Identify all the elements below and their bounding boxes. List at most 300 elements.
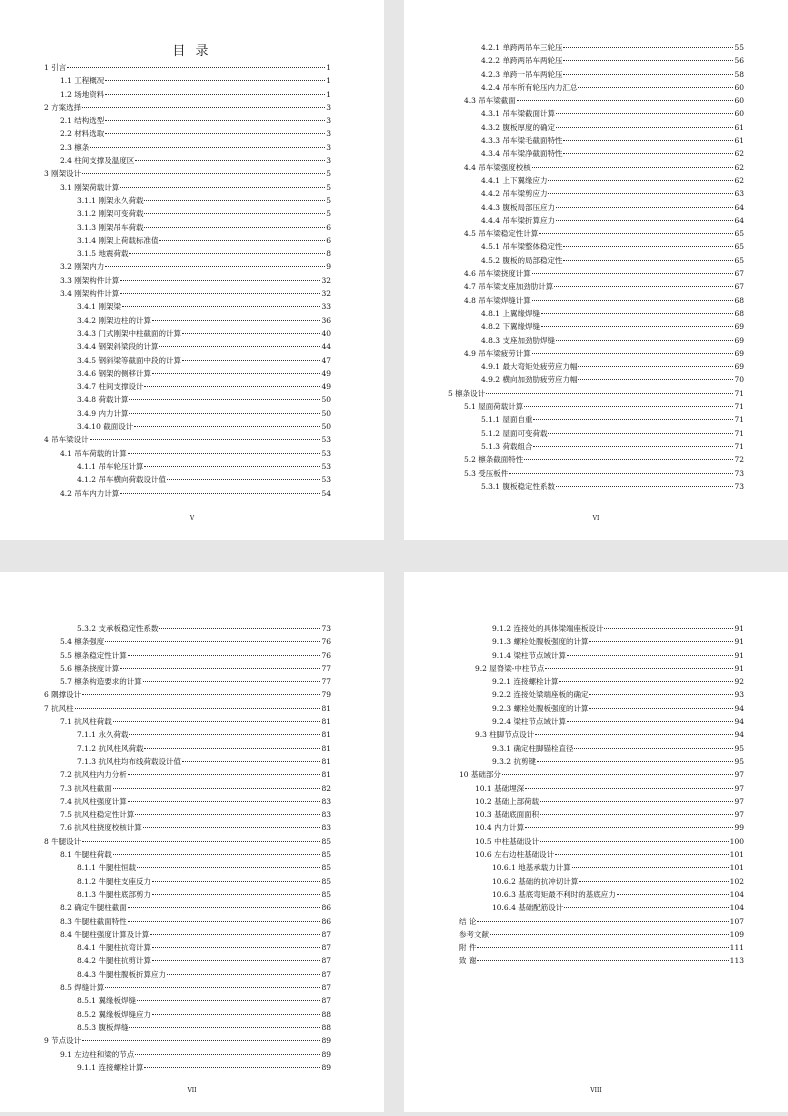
toc-entry[interactable]	[44, 447, 331, 460]
toc-entry[interactable]	[44, 835, 331, 848]
dot-leader	[589, 694, 733, 695]
toc-entry-page: 5	[326, 169, 331, 179]
toc-entry[interactable]	[459, 662, 744, 675]
toc-entry-title: 4.4.2 吊车梁剪应力	[481, 189, 548, 199]
toc-entry[interactable]	[459, 808, 744, 821]
toc-entry-title: 8 牛腿设计	[44, 836, 82, 846]
dot-leader	[159, 628, 320, 629]
toc-entry[interactable]	[44, 234, 331, 247]
toc-entry[interactable]	[44, 821, 331, 834]
toc-entry[interactable]	[448, 94, 744, 107]
toc-entry[interactable]	[448, 214, 744, 227]
toc-entry-title: 8.5.1 翼缘板焊缝	[77, 996, 136, 1006]
dot-leader	[556, 220, 733, 221]
toc-entry-page: 93	[734, 690, 744, 700]
toc-entry[interactable]	[44, 114, 331, 127]
toc-entry-page: 101	[729, 863, 744, 873]
toc-entry[interactable]	[44, 1061, 331, 1074]
toc-entry-page: 85	[321, 850, 331, 860]
toc-entry[interactable]	[44, 314, 331, 327]
toc-entry[interactable]	[44, 167, 331, 180]
toc-entry-page: 32	[321, 289, 331, 299]
toc-entry-page: 86	[321, 903, 331, 913]
dot-leader	[533, 419, 733, 420]
toc-entry[interactable]	[459, 928, 744, 941]
toc-entry[interactable]	[44, 968, 331, 981]
dot-leader	[477, 921, 728, 922]
toc-entry[interactable]	[459, 835, 744, 848]
dot-leader	[555, 854, 729, 855]
dot-leader	[135, 160, 325, 161]
toc-entry[interactable]	[44, 888, 331, 901]
toc-entry[interactable]	[448, 360, 744, 373]
toc-entry-page: 76	[321, 650, 331, 660]
toc-entry[interactable]	[44, 994, 331, 1007]
toc-entry[interactable]	[448, 227, 744, 240]
toc-entry[interactable]	[448, 254, 744, 267]
toc-entry[interactable]	[44, 473, 331, 486]
toc-entry-page: 65	[734, 255, 744, 265]
toc-entry[interactable]	[448, 107, 744, 120]
toc-entry[interactable]	[44, 635, 331, 648]
toc-entry[interactable]	[448, 41, 744, 54]
toc-entry[interactable]	[44, 702, 331, 715]
toc-page-4	[404, 572, 788, 1112]
dot-leader	[129, 399, 320, 400]
dot-leader	[135, 814, 320, 815]
toc-entry-title: 4.2.2 单跨两吊车两轮压	[481, 56, 563, 66]
toc-entry[interactable]	[448, 68, 744, 81]
toc-entry-title: 3.4.10 截面设计	[77, 422, 134, 432]
dot-leader	[128, 774, 321, 775]
dot-leader	[152, 947, 320, 948]
toc-entry[interactable]	[459, 795, 744, 808]
toc-entry[interactable]	[448, 334, 744, 347]
toc-entry-page: 32	[321, 275, 331, 285]
toc-entry-title: 10.3 基础底面面积	[475, 810, 540, 820]
dot-leader	[120, 280, 320, 281]
toc-entry-title: 9.3.1 确定柱脚锚栓直径	[492, 743, 574, 753]
toc-entry-title: 10.6.1 地基承载力计算	[492, 863, 571, 873]
toc-entry[interactable]	[44, 88, 331, 101]
dot-leader	[134, 426, 320, 427]
dot-leader	[539, 233, 733, 234]
toc-entry-title: 10.5 中柱基础设计	[475, 836, 540, 846]
toc-entry-page: 58	[734, 69, 744, 79]
toc-entry[interactable]	[459, 649, 744, 662]
toc-entry-title: 结 论	[459, 916, 477, 926]
toc-entry-title: 9.1.2 连接处的具体梁端座板设计	[492, 624, 604, 633]
toc-entry[interactable]	[44, 782, 331, 795]
toc-entry[interactable]	[44, 848, 331, 861]
toc-entry-page: 71	[734, 428, 744, 438]
dot-leader	[589, 708, 733, 709]
toc-entry[interactable]	[448, 453, 744, 466]
dot-leader	[578, 366, 733, 367]
toc-entry-page: 89	[321, 1049, 331, 1059]
toc-entry-title: 3.4.8 荷载计算	[77, 395, 129, 405]
toc-entry[interactable]	[448, 373, 744, 386]
toc-entry-page: 89	[321, 1036, 331, 1046]
toc-entry[interactable]	[459, 888, 744, 901]
toc-entry[interactable]	[459, 675, 744, 688]
toc-entry[interactable]	[44, 221, 331, 234]
toc-entry[interactable]	[459, 688, 744, 701]
toc-entry-title: 9.2.4 梁柱节点域计算	[492, 717, 566, 727]
toc-entry[interactable]	[44, 127, 331, 140]
dot-leader	[105, 94, 325, 95]
toc-entry-page: 53	[321, 475, 331, 485]
toc-entry[interactable]	[459, 782, 744, 795]
toc-entry-page: 1	[326, 63, 331, 72]
toc-entry-page: 83	[321, 796, 331, 806]
dot-leader	[563, 153, 733, 154]
toc-entry-page: 3	[326, 142, 331, 152]
toc-entries	[44, 61, 331, 500]
toc-entry-title: 3.1.5 地震荷载	[77, 249, 129, 259]
toc-entry-page: 62	[734, 149, 744, 159]
toc-entry[interactable]	[44, 420, 331, 433]
toc-entry[interactable]	[44, 207, 331, 220]
toc-entry[interactable]	[44, 407, 331, 420]
toc-entry[interactable]	[44, 487, 331, 500]
toc-entry-title: 3.3 刚架构件计算	[60, 275, 120, 285]
toc-entry[interactable]	[44, 61, 331, 74]
toc-entry-title: 9.2.2 连接处梁端座板的确定	[492, 690, 589, 700]
toc-entry[interactable]	[44, 380, 331, 393]
toc-entry-title: 2 方案选择	[44, 102, 82, 112]
toc-entry[interactable]	[44, 861, 331, 874]
toc-entry-page: 3	[326, 156, 331, 166]
toc-entry-title: 4.2 吊车内力计算	[60, 488, 120, 498]
toc-entry[interactable]	[44, 367, 331, 380]
toc-entry[interactable]	[44, 675, 331, 688]
toc-entry-title: 9.1.1 连接螺栓计算	[77, 1062, 144, 1072]
toc-entry-title: 8.1.2 牛腿柱支座反力	[77, 876, 151, 886]
toc-entry[interactable]	[459, 848, 744, 861]
toc-entry[interactable]	[448, 480, 744, 493]
toc-entry[interactable]	[459, 821, 744, 834]
toc-entry[interactable]	[44, 622, 331, 635]
toc-entry[interactable]	[448, 134, 744, 147]
toc-entry[interactable]	[448, 240, 744, 253]
dot-leader	[617, 894, 729, 895]
toc-entry[interactable]	[459, 861, 744, 874]
toc-entry[interactable]	[448, 280, 744, 293]
toc-entry-page: 76	[321, 637, 331, 647]
toc-entry[interactable]	[448, 347, 744, 360]
toc-entry[interactable]	[448, 81, 744, 94]
toc-entry-page: 85	[321, 836, 331, 846]
dot-leader	[517, 100, 734, 101]
toc-entry-page: 85	[321, 876, 331, 886]
toc-entry[interactable]	[448, 187, 744, 200]
toc-entry-page: 36	[321, 315, 331, 325]
toc-entry-title: 4.4.4 吊车梁折算应力	[481, 215, 555, 225]
toc-entry[interactable]	[448, 121, 744, 134]
toc-entry-page: 60	[734, 96, 744, 106]
toc-entry-page: 68	[734, 295, 744, 305]
toc-entry[interactable]	[44, 141, 331, 154]
toc-entry-title: 4.9 吊车梁疲劳计算	[464, 348, 531, 358]
dot-leader	[578, 379, 733, 380]
toc-entry[interactable]	[448, 467, 744, 480]
toc-entry[interactable]	[459, 755, 744, 768]
toc-entry-title: 5.3.2 支承板稳定性系数	[77, 624, 159, 633]
toc-page-3	[0, 572, 384, 1112]
dot-leader	[548, 193, 733, 194]
toc-entry-page: 64	[734, 215, 744, 225]
dot-leader	[129, 1027, 320, 1028]
toc-entry[interactable]	[44, 260, 331, 273]
dot-leader	[137, 867, 320, 868]
toc-entry-page: 81	[321, 770, 331, 780]
toc-entry-title: 2.4 柱间支撑及温度区	[60, 156, 135, 166]
toc-entry-title: 4.4 吊车梁强度校核	[464, 162, 531, 172]
toc-entry[interactable]	[44, 715, 331, 728]
toc-entry[interactable]	[44, 742, 331, 755]
toc-entry-title: 4.6 吊车梁挠度计算	[464, 269, 531, 279]
toc-entry[interactable]	[459, 941, 744, 954]
dot-leader	[182, 333, 320, 334]
toc-entry[interactable]	[448, 320, 744, 333]
toc-entry-title: 8.5 焊缝计算	[60, 983, 105, 993]
toc-entry-page: 53	[321, 448, 331, 458]
toc-entry[interactable]	[459, 715, 744, 728]
toc-entry[interactable]	[44, 662, 331, 675]
toc-entry-page: 1	[326, 89, 331, 99]
toc-entry[interactable]	[448, 400, 744, 413]
toc-entry-page: 85	[321, 889, 331, 899]
toc-entry[interactable]	[459, 875, 744, 888]
toc-entry[interactable]	[44, 354, 331, 367]
toc-entry-title: 3.4.9 内力计算	[77, 408, 129, 418]
toc-entry-page: 111	[729, 943, 744, 953]
toc-entry-page: 92	[734, 677, 744, 687]
toc-entry-title: 3.2 刚架内力	[60, 262, 105, 272]
toc-entry[interactable]	[448, 174, 744, 187]
toc-entry-title: 8.5.2 翼缘板焊缝应力	[77, 1009, 151, 1019]
toc-entry[interactable]	[448, 440, 744, 453]
toc-entry-page: 89	[321, 1062, 331, 1072]
toc-entry[interactable]	[44, 928, 331, 941]
toc-entry-title: 5.2 檩条截面特性	[464, 455, 524, 465]
dot-leader	[525, 827, 733, 828]
toc-entry-title: 3.4.5 钢斜梁等截面中段的计算	[77, 355, 181, 365]
toc-entry[interactable]	[44, 649, 331, 662]
toc-entry-page: 68	[734, 308, 744, 318]
dot-leader	[524, 459, 733, 460]
toc-entry-page: 83	[321, 823, 331, 833]
toc-entry[interactable]	[448, 54, 744, 67]
dot-leader	[572, 867, 729, 868]
toc-entry-page: 65	[734, 242, 744, 252]
toc-entry-title: 9.2.1 连接螺栓计算	[492, 677, 559, 687]
toc-entry[interactable]	[448, 161, 744, 174]
dot-leader	[135, 1054, 320, 1055]
toc-entry[interactable]	[448, 267, 744, 280]
dot-leader	[82, 1040, 320, 1041]
toc-entry-title: 9.3 柱脚节点设计	[475, 730, 535, 740]
dot-leader	[150, 934, 320, 935]
toc-entry[interactable]	[44, 181, 331, 194]
toc-entry-page: 9	[326, 262, 331, 272]
toc-entry[interactable]	[459, 702, 744, 715]
toc-entry-page: 79	[321, 690, 331, 700]
toc-entry-title: 4.2.4 吊车所有轮压内力汇总	[481, 82, 578, 92]
toc-entry[interactable]	[44, 247, 331, 260]
toc-entry[interactable]	[44, 1048, 331, 1061]
dot-leader	[579, 881, 728, 882]
dot-leader	[128, 921, 321, 922]
toc-entry[interactable]	[44, 74, 331, 87]
toc-entry-page: 100	[729, 836, 744, 846]
toc-entry[interactable]	[448, 387, 744, 400]
toc-entry[interactable]	[44, 875, 331, 888]
dot-leader	[490, 934, 729, 935]
toc-entry[interactable]	[459, 728, 744, 741]
dot-leader	[120, 293, 320, 294]
toc-page-2	[404, 0, 788, 540]
dot-leader	[113, 854, 321, 855]
toc-entry[interactable]	[44, 460, 331, 473]
toc-entry-page: 60	[734, 109, 744, 119]
page-number: VII	[187, 1087, 197, 1094]
dot-leader	[533, 446, 733, 447]
toc-entry[interactable]	[44, 1008, 331, 1021]
toc-entry-page: 113	[729, 956, 744, 966]
toc-entry[interactable]	[44, 808, 331, 821]
toc-entry-page: 62	[734, 175, 744, 185]
toc-entry-page: 44	[321, 342, 331, 352]
toc-entry-page: 71	[734, 402, 744, 412]
toc-entry-title: 8.3 牛腿柱截面特性	[60, 916, 127, 926]
toc-entry-title: 3.4.7 柱间支撑设计	[77, 382, 144, 392]
toc-entry[interactable]	[459, 954, 744, 967]
dot-leader	[563, 60, 733, 61]
toc-entry-title: 4.3.3 吊车梁毛截面特性	[481, 136, 563, 146]
dot-leader	[159, 240, 325, 241]
toc-entry[interactable]	[44, 287, 331, 300]
toc-entry[interactable]	[448, 307, 744, 320]
toc-entry-page: 62	[734, 162, 744, 172]
toc-entry[interactable]	[44, 795, 331, 808]
toc-entry-page: 99	[734, 823, 744, 833]
toc-entry-page: 94	[734, 717, 744, 727]
toc-entry-page: 91	[734, 637, 744, 647]
toc-entry[interactable]	[44, 327, 331, 340]
dot-leader	[502, 774, 734, 775]
toc-entry[interactable]	[44, 981, 331, 994]
dot-leader	[548, 180, 733, 181]
toc-entry-title: 5.4 檩条强度	[60, 637, 105, 647]
toc-entry[interactable]	[448, 427, 744, 440]
toc-entry-title: 4.3 吊车梁截面	[464, 96, 516, 106]
toc-entry-title: 10.1 基础埋深	[475, 783, 525, 793]
toc-entry-title: 10.6.2 基础的抗冲切计算	[492, 876, 579, 886]
toc-entry[interactable]	[44, 340, 331, 353]
toc-entry[interactable]	[44, 768, 331, 781]
toc-entry[interactable]	[44, 1034, 331, 1047]
toc-entry-title: 8.4.1 牛腿柱抗弯计算	[77, 943, 151, 953]
dot-leader	[129, 413, 320, 414]
page-number: VI	[592, 515, 600, 522]
toc-entry[interactable]	[44, 194, 331, 207]
toc-entry[interactable]	[448, 413, 744, 426]
dot-leader	[129, 253, 325, 254]
toc-entry[interactable]	[459, 901, 744, 914]
toc-entry[interactable]	[44, 300, 331, 313]
toc-entry-title: 4.7 吊车梁支座加劲肋计算	[464, 282, 554, 292]
dot-leader	[144, 466, 320, 467]
toc-entry[interactable]	[44, 728, 331, 741]
toc-entry[interactable]	[459, 622, 744, 635]
toc-entry[interactable]	[44, 755, 331, 768]
toc-entry[interactable]	[459, 635, 744, 648]
toc-entry-page: 88	[321, 1009, 331, 1019]
dot-leader	[563, 47, 733, 48]
toc-entry[interactable]	[44, 941, 331, 954]
toc-entry-page: 6	[326, 235, 331, 245]
toc-entry[interactable]	[448, 294, 744, 307]
toc-entry-page: 69	[734, 348, 744, 358]
toc-title: 目 录	[172, 44, 212, 59]
toc-entry[interactable]	[44, 688, 331, 701]
toc-entry-title: 9.1.3 螺栓处腹板强度的计算	[492, 637, 589, 647]
toc-entry[interactable]	[459, 742, 744, 755]
toc-entry-title: 7.2 抗风柱内力分析	[60, 770, 127, 780]
toc-entry[interactable]	[448, 201, 744, 214]
toc-entry[interactable]	[44, 915, 331, 928]
toc-entry-title: 4.2.3 单跨一吊车两轮压	[481, 69, 563, 79]
toc-entry-title: 4.9.2 横向加劲肋疲劳应力幅	[481, 375, 578, 385]
toc-entry[interactable]	[448, 147, 744, 160]
toc-entry-title: 3.4.6 钢架的侧移计算	[77, 368, 151, 378]
dot-leader	[152, 894, 320, 895]
toc-entry-page: 87	[321, 956, 331, 966]
toc-entry-title: 8.1.1 牛腿柱恒载	[77, 863, 136, 873]
dot-leader	[563, 74, 733, 75]
toc-entry-title: 8.4.3 牛腿柱腹板折算应力	[77, 969, 166, 979]
dot-leader	[563, 260, 733, 261]
toc-entry-page: 102	[729, 876, 744, 886]
toc-entry-title: 参考文献	[459, 929, 489, 939]
toc-entry-title: 5.3 受压板件	[464, 468, 509, 478]
toc-entry-title: 10.6.3 基底弯矩最不利时的基底应力	[492, 889, 616, 899]
toc-entry-title: 5.1.3 荷载组合	[481, 441, 533, 451]
toc-entry-page: 95	[734, 756, 744, 766]
toc-entries	[44, 622, 331, 1074]
toc-entry-title: 4.1.1 吊车轮压计算	[77, 461, 144, 471]
toc-entry[interactable]	[44, 393, 331, 406]
toc-entry[interactable]	[44, 274, 331, 287]
toc-entry-title: 7.6 抗风柱挠度校核计算	[60, 823, 142, 833]
toc-entry[interactable]	[44, 101, 331, 114]
toc-entry[interactable]	[44, 1021, 331, 1034]
toc-entry-title: 4.8.2 下翼缘焊缝	[481, 322, 540, 332]
toc-entry-title: 5.6 檩条挠度计算	[60, 663, 120, 673]
dot-leader	[486, 393, 733, 394]
toc-entry[interactable]	[44, 954, 331, 967]
toc-entry-page: 91	[734, 663, 744, 673]
toc-entry-page: 73	[734, 468, 744, 478]
toc-entry[interactable]	[44, 433, 331, 446]
toc-entry[interactable]	[459, 915, 744, 928]
dot-leader	[535, 734, 733, 735]
toc-entry[interactable]	[44, 154, 331, 167]
toc-entry[interactable]	[44, 901, 331, 914]
toc-entry[interactable]	[459, 768, 744, 781]
